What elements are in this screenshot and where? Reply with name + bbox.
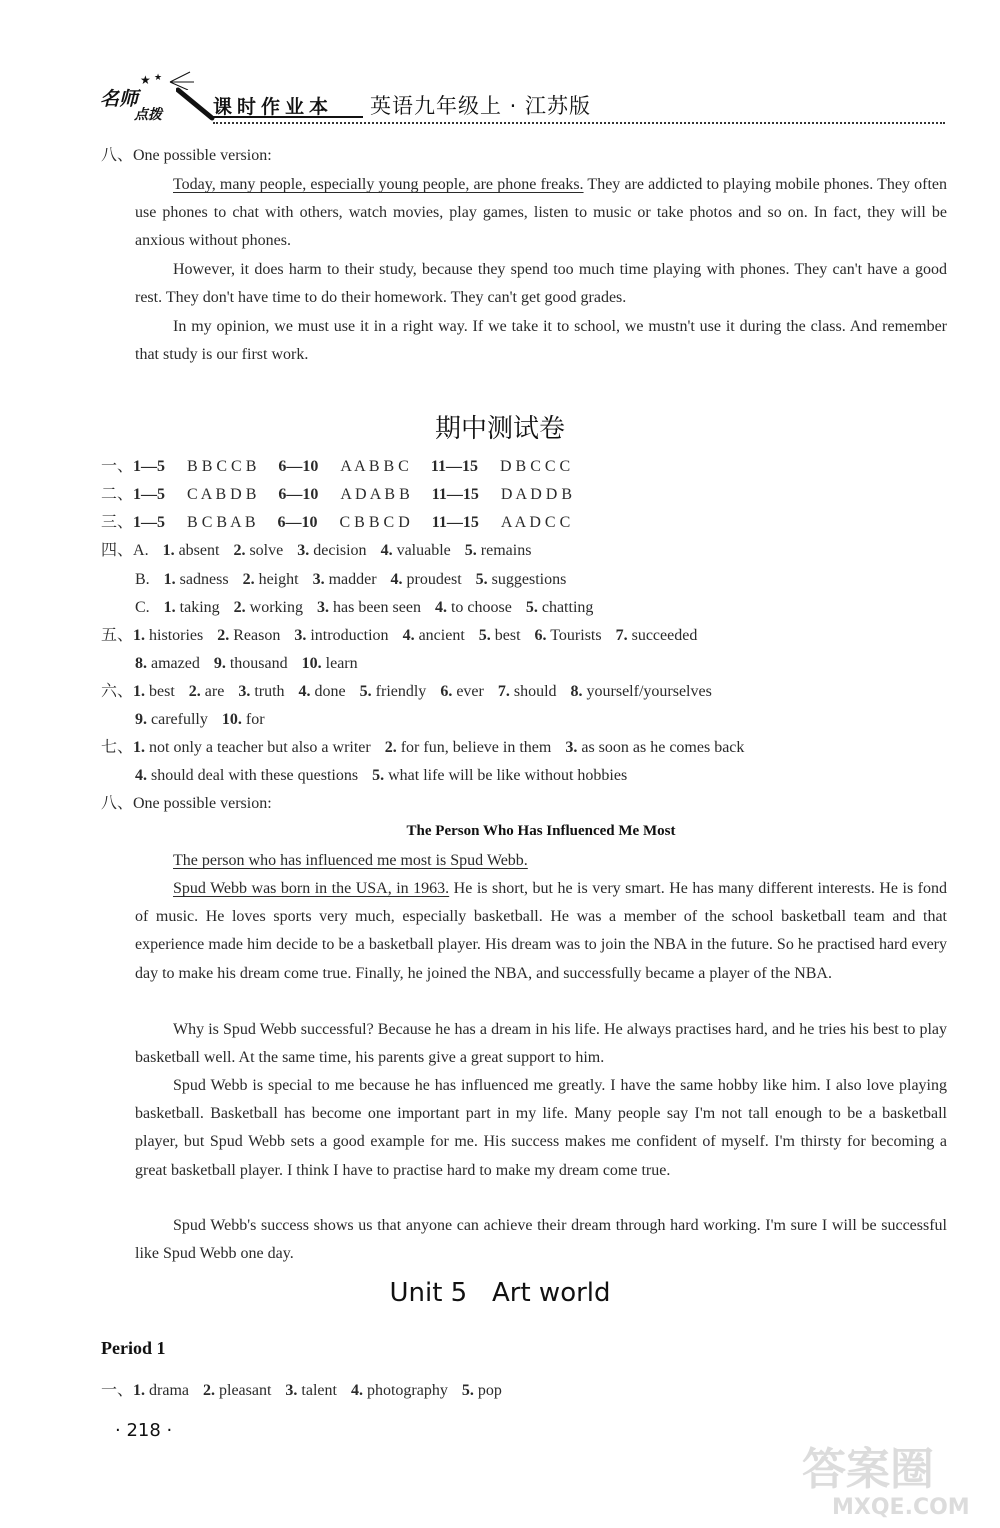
item-number: 2. bbox=[384, 739, 397, 756]
item-answer: thousand bbox=[229, 655, 288, 672]
item-number: 10. bbox=[221, 711, 242, 728]
midterm-title: 期中测试卷 bbox=[434, 414, 565, 444]
essay-paragraph-2 bbox=[135, 875, 947, 988]
item-answer: height bbox=[258, 571, 299, 588]
range-label: 1—5 bbox=[133, 458, 166, 475]
item-number: 4. bbox=[298, 683, 311, 700]
item-number: 3. bbox=[317, 599, 329, 616]
range-label: 6—10 bbox=[277, 514, 318, 531]
row-label: 一、 bbox=[101, 1382, 134, 1399]
item-answer: proudest bbox=[406, 571, 462, 588]
item-answer: best bbox=[494, 627, 521, 644]
item-number: 5. bbox=[372, 767, 385, 784]
essay-paragraph-4: Spud Webb is special to me because he has influenced me greatly. I have the same hobby like him. I also love playing basketball. Basketball has become one important part in my life. Many people say I'm not tall enough to be a basketball player, but Spud Webb sets a good example for me. His success makes me confident of myself. I'm thirsty for becoming a great basketball player. I think I have to practise hard to make my dream come true. bbox=[135, 1077, 947, 1179]
brush-icon bbox=[176, 84, 216, 124]
answer-row-1 bbox=[101, 457, 570, 477]
answers: A A D C C bbox=[500, 514, 571, 531]
answer-row-2 bbox=[101, 485, 572, 505]
row-label: 六、 bbox=[101, 683, 134, 700]
answers: A D A B B bbox=[340, 486, 410, 503]
unit5-section-1 bbox=[101, 1381, 502, 1401]
item-number: 1. bbox=[133, 1382, 146, 1399]
answers: D B C C C bbox=[499, 458, 571, 475]
watermark-text: 答案圈 bbox=[802, 1444, 934, 1495]
answers: A A B B C bbox=[340, 458, 409, 475]
item-answer: madder bbox=[328, 571, 377, 588]
item-answer: friendly bbox=[375, 683, 427, 700]
item-answer: has been seen bbox=[333, 599, 421, 616]
publisher-logo bbox=[98, 70, 213, 126]
item-answer: decision bbox=[313, 542, 367, 559]
item-number: 3. bbox=[565, 739, 578, 756]
section-6-line-1 bbox=[101, 682, 712, 702]
logo-text-bottom: 点拨 bbox=[134, 107, 162, 123]
item-answer: should bbox=[513, 683, 557, 700]
answer-row-3 bbox=[101, 513, 570, 533]
underlined-sentence: Spud Webb was born in the USA, in 1963. bbox=[173, 880, 450, 897]
item-number: 3. bbox=[238, 683, 251, 700]
item-number: 3. bbox=[294, 627, 307, 644]
range-label: 1—5 bbox=[133, 486, 166, 503]
section-4-line-a bbox=[101, 541, 531, 561]
item-answer: taking bbox=[179, 599, 220, 616]
item-answer: succeeded bbox=[631, 627, 698, 644]
item-answer: chatting bbox=[541, 599, 594, 616]
site-watermark bbox=[792, 1432, 982, 1522]
item-number: 5. bbox=[359, 683, 372, 700]
item-answer: solve bbox=[249, 542, 284, 559]
item-number: 6. bbox=[534, 627, 547, 644]
item-number: 1. bbox=[163, 571, 176, 588]
page-number: · 218 · bbox=[115, 1420, 173, 1441]
item-answer: learn bbox=[325, 655, 358, 672]
part-tag: B. bbox=[135, 571, 150, 588]
section-5-line-2 bbox=[135, 654, 358, 674]
row-label: 二、 bbox=[101, 486, 134, 503]
section-6-line-2 bbox=[135, 710, 265, 730]
row-label: 四、 bbox=[101, 542, 134, 559]
page-header bbox=[98, 70, 948, 126]
section-4-line-b bbox=[135, 570, 566, 590]
item-answer: to choose bbox=[450, 599, 512, 616]
item-answer: remains bbox=[480, 542, 532, 559]
watermark-url: MXQE.COM bbox=[832, 1495, 970, 1520]
item-answer: sadness bbox=[179, 571, 229, 588]
range-label: 6—10 bbox=[278, 486, 319, 503]
section-4-line-c bbox=[135, 598, 593, 618]
item-number: 1. bbox=[163, 599, 176, 616]
item-number: 8. bbox=[570, 683, 583, 700]
item-answer: are bbox=[204, 683, 225, 700]
logo-text-top: 名师 bbox=[100, 88, 139, 110]
range-label: 11—15 bbox=[430, 458, 478, 475]
answers: D A D D B bbox=[500, 486, 572, 503]
series-title: 课时作业本 bbox=[213, 96, 334, 118]
item-answer: should deal with these questions bbox=[151, 767, 359, 784]
range-label: 11—15 bbox=[431, 486, 479, 503]
item-answer: best bbox=[149, 683, 175, 700]
item-number: 5. bbox=[464, 542, 477, 559]
item-answer: for fun, believe in them bbox=[400, 739, 552, 756]
item-answer: what life will be like without hobbies bbox=[388, 767, 628, 784]
item-number: 4. bbox=[135, 767, 147, 784]
item-number: 2. bbox=[233, 599, 246, 616]
item-number: 7. bbox=[615, 627, 628, 644]
answers: B C B A B bbox=[187, 514, 256, 531]
essay-paragraph-1 bbox=[135, 171, 947, 256]
svg-text:★: ★ bbox=[140, 73, 151, 87]
header-underline bbox=[213, 116, 363, 118]
item-number: 5. bbox=[525, 599, 538, 616]
section-5-line-1 bbox=[101, 626, 697, 646]
item-answer: drama bbox=[149, 1382, 189, 1399]
essay-paragraph-3: Why is Spud Webb successful? Because he has a dream in his life. He always practises hard, and he tries his best to play basketball well. At the same time, his parents give a great support to him. bbox=[135, 1021, 947, 1067]
item-answer: absent bbox=[178, 542, 220, 559]
item-answer: for bbox=[245, 711, 265, 728]
item-answer: working bbox=[249, 599, 303, 616]
section-8-label: 八、One possible version: bbox=[101, 795, 272, 812]
essay-paragraph-5: Spud Webb's success shows us that anyone can achieve their dream through hard working. I'm sure I will be successful like Spud Webb one day. bbox=[135, 1217, 947, 1263]
answers: C A B D B bbox=[187, 486, 257, 503]
section-7-line-1 bbox=[101, 738, 744, 758]
header-dotted-rule bbox=[213, 122, 945, 124]
range-label: 6—10 bbox=[278, 458, 319, 475]
item-answer: Tourists bbox=[550, 627, 602, 644]
item-number: 4. bbox=[402, 627, 415, 644]
essay-paragraph-1 bbox=[135, 847, 947, 875]
item-number: 10. bbox=[301, 655, 322, 672]
item-number: 5. bbox=[475, 571, 488, 588]
paragraph-text: They are addicted to playing mobile phones. They often use phones to chat with others, watch movies, play games, listen to music or take photos and so on. In fact, they will be anxious without phones. bbox=[135, 176, 948, 250]
item-answer: amazed bbox=[151, 655, 200, 672]
item-answer: pop bbox=[477, 1382, 502, 1399]
item-number: 2. bbox=[242, 571, 255, 588]
topic-sentence: The person who has influenced me most is Spud Webb. bbox=[173, 852, 528, 869]
item-number: 4. bbox=[434, 599, 447, 616]
item-number: 3. bbox=[312, 571, 325, 588]
watermark-logo bbox=[792, 1432, 982, 1522]
item-number: 1. bbox=[133, 683, 146, 700]
range-label: 11—15 bbox=[431, 514, 479, 531]
essay-title: The Person Who Has Influenced Me Most bbox=[406, 823, 676, 839]
unit-title: Unit 5 Art world bbox=[389, 1278, 611, 1308]
item-answer: valuable bbox=[396, 542, 451, 559]
period-heading: Period 1 bbox=[101, 1338, 166, 1358]
item-number: 2. bbox=[203, 1382, 215, 1399]
item-number: 7. bbox=[497, 683, 510, 700]
item-answer: photography bbox=[366, 1382, 448, 1399]
item-number: 1. bbox=[133, 627, 146, 644]
item-number: 9. bbox=[213, 655, 226, 672]
item-answer: carefully bbox=[151, 711, 208, 728]
item-answer: as soon as he comes back bbox=[581, 739, 745, 756]
item-answer: suggestions bbox=[491, 571, 567, 588]
item-number: 6. bbox=[440, 683, 453, 700]
row-label: 七、 bbox=[101, 739, 134, 756]
item-number: 8. bbox=[135, 655, 147, 672]
topic-sentence: Today, many people, especially young people, are phone freaks. bbox=[173, 176, 584, 193]
row-label: 三、 bbox=[101, 514, 134, 531]
section-7-line-2 bbox=[135, 766, 627, 786]
item-number: 2. bbox=[233, 542, 246, 559]
item-answer: pleasant bbox=[219, 1382, 272, 1399]
essay-paragraph-3: In my opinion, we must use it in a right way. If we take it to school, we mustn't use it during the class. And remember that study is our first work. bbox=[135, 318, 947, 364]
answers: C B B C D bbox=[339, 514, 410, 531]
row-label: 一、 bbox=[101, 458, 134, 475]
item-number: 5. bbox=[461, 1382, 474, 1399]
item-number: 4. bbox=[390, 571, 403, 588]
item-number: 1. bbox=[162, 542, 175, 559]
item-number: 5. bbox=[478, 627, 491, 644]
item-number: 2. bbox=[217, 627, 230, 644]
item-number: 4. bbox=[380, 542, 393, 559]
answers: B B C C B bbox=[187, 458, 257, 475]
item-answer: truth bbox=[254, 683, 285, 700]
item-answer: ever bbox=[456, 683, 484, 700]
item-number: 2. bbox=[188, 683, 201, 700]
item-number: 3. bbox=[297, 542, 310, 559]
book-title: 英语九年级上 · 江苏版 bbox=[370, 94, 592, 118]
item-answer: ancient bbox=[418, 627, 465, 644]
range-label: 1—5 bbox=[133, 514, 166, 531]
paragraph-text: He is short, but he is very smart. He has many different interests. He is fond of music. He loves sports very much, especially basketball. He was a member of the school basketball team and that experience made him decide to be a basketball player. His dream was to join the NBA in the future. So he practised hard every day to make his dream come true. Finally, he joined the NBA, and successfully became a player of the NBA. bbox=[135, 880, 947, 982]
item-answer: Reason bbox=[233, 627, 281, 644]
item-answer: done bbox=[314, 683, 346, 700]
item-number: 4. bbox=[350, 1382, 363, 1399]
item-number: 1. bbox=[133, 739, 146, 756]
svg-text:★: ★ bbox=[154, 72, 163, 82]
item-answer: yourself/yourselves bbox=[586, 683, 712, 700]
item-answer: histories bbox=[149, 627, 204, 644]
part-tag: C. bbox=[135, 599, 150, 616]
section-8-label: 八、One possible version: bbox=[101, 147, 272, 164]
item-number: 9. bbox=[135, 711, 147, 728]
part-tag: A. bbox=[133, 542, 149, 559]
item-answer: not only a teacher but also a writer bbox=[149, 739, 371, 756]
row-label: 五、 bbox=[101, 627, 134, 644]
item-answer: introduction bbox=[310, 627, 389, 644]
item-answer: talent bbox=[301, 1382, 337, 1399]
item-number: 3. bbox=[285, 1382, 298, 1399]
essay-paragraph-2: However, it does harm to their study, because they spend too much time playing with phones. They can't have a good rest. They don't have time to do their homework. They can't get good grades. bbox=[135, 261, 947, 307]
